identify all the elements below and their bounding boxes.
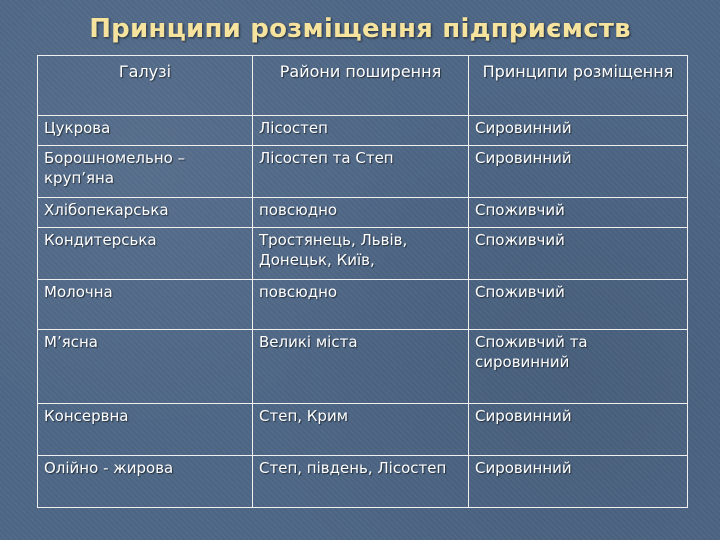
cell-industry: Консервна: [38, 404, 253, 456]
cell-industry: Хлібопекарська: [38, 198, 253, 228]
header-industries: Галузі: [38, 56, 253, 116]
cell-principle: Сировинний: [469, 116, 688, 146]
cell-principle: Сировинний: [469, 404, 688, 456]
table-row: [38, 456, 688, 508]
cell-principle: Споживчий: [469, 228, 688, 280]
cell-region: повсюдно: [253, 198, 469, 228]
table-row: [38, 116, 688, 146]
cell-principle: Сировинний: [469, 456, 688, 508]
cell-industry: Молочна: [38, 280, 253, 330]
table-row: [38, 198, 688, 228]
table-row: [38, 280, 688, 330]
cell-region: Лісостеп: [253, 116, 469, 146]
table-row: [38, 330, 688, 404]
cell-industry: Кондитерська: [38, 228, 253, 280]
cell-principle: Споживчий та сировинний: [469, 330, 688, 404]
slide-title: Принципи розміщення підприємств: [89, 14, 631, 44]
table-header-row: [38, 56, 688, 116]
table-row: [38, 228, 688, 280]
cell-region: Тростянець, Львів, Донецьк, Київ,: [253, 228, 469, 280]
cell-principle: Споживчий: [469, 280, 688, 330]
header-regions: Райони поширення: [253, 56, 469, 116]
cell-principle: Сировинний: [469, 146, 688, 198]
cell-principle: Споживчий: [469, 198, 688, 228]
cell-region: повсюдно: [253, 280, 469, 330]
header-principles: Принципи розміщення: [469, 56, 688, 116]
table-row: [38, 404, 688, 456]
cell-region: Лісостеп та Степ: [253, 146, 469, 198]
cell-industry: Цукрова: [38, 116, 253, 146]
industry-table: [37, 55, 688, 508]
cell-region: Степ, Крим: [253, 404, 469, 456]
cell-industry: М’ясна: [38, 330, 253, 404]
table-row: [38, 146, 688, 198]
cell-industry: Олійно - жирова: [38, 456, 253, 508]
cell-industry: Борошномельно – круп’яна: [38, 146, 253, 198]
cell-region: Великі міста: [253, 330, 469, 404]
cell-region: Степ, південь, Лісостеп: [253, 456, 469, 508]
